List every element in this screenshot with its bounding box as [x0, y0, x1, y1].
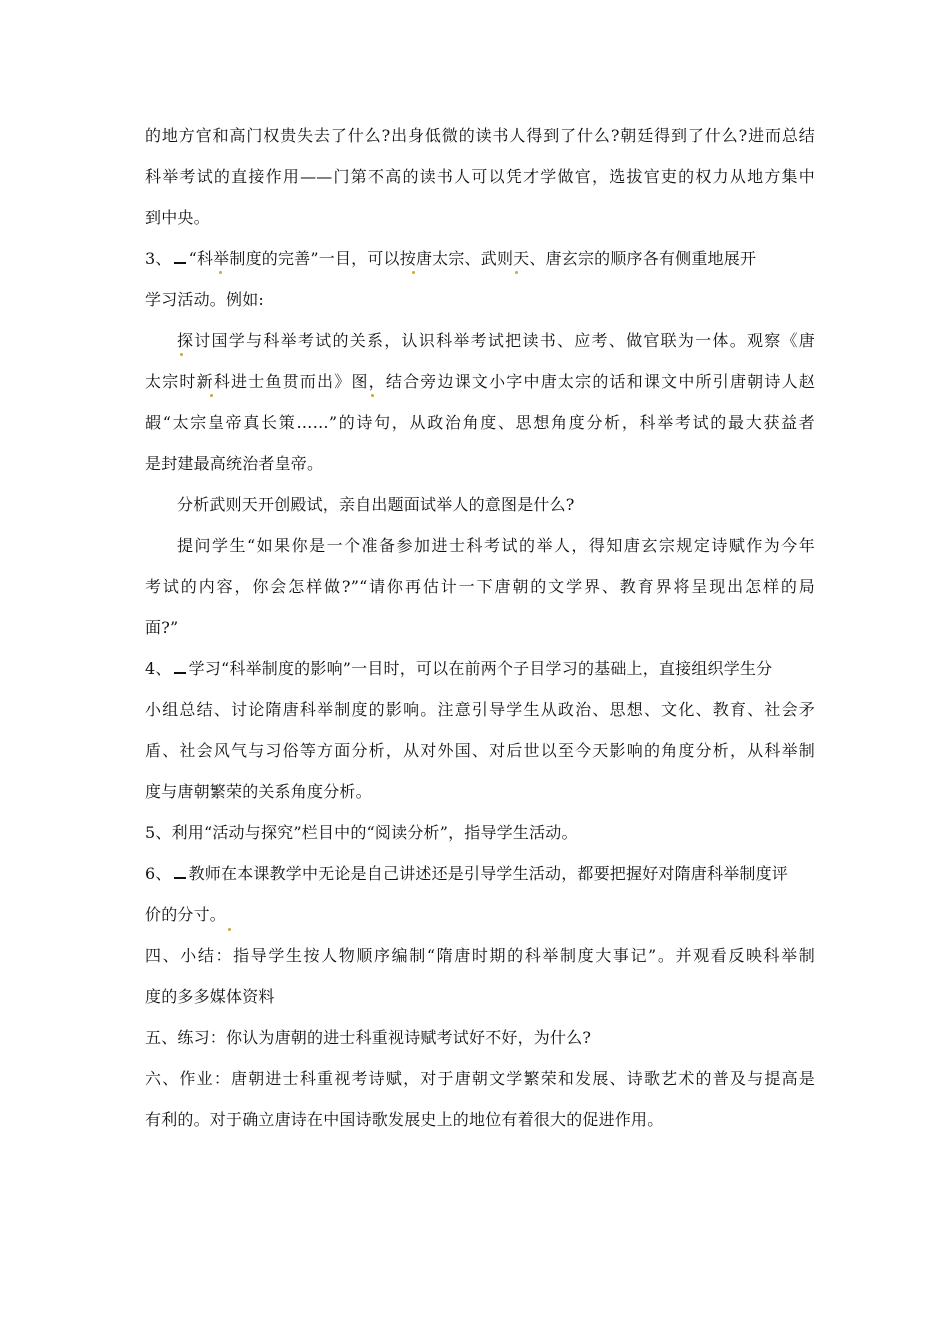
- text-line: 的地方官和高门权贵失去了什么?出身低微的读书人得到了什么?朝廷得到了什么?进而总结: [145, 126, 815, 145]
- text-line: 到中央。: [145, 208, 210, 227]
- text-line: 提问学生“如果你是一个准备参加进士科考试的举人，得知唐玄宗规定诗赋作为今年: [177, 536, 815, 555]
- text-line: 面?”: [145, 618, 179, 637]
- text-line: 盾、社会风气与习俗等方面分析，从对外国、对后世以至今天影响的角度分析，从科举制: [145, 741, 815, 760]
- text-line: 教师在本课教学中无论是自己讲述还是引导学生活动，都要把握好对隋唐科举制度评: [188, 864, 788, 883]
- speck-mark: [210, 394, 213, 397]
- speck-mark: [412, 271, 415, 274]
- text-line: 小组总结、讨论隋唐科举制度的影响。注意引导学生从政治、思想、文化、教育、社会矛: [145, 700, 815, 719]
- text-line: 科举考试的直接作用——门第不高的读书人可以凭才学做官，选拔官吏的权力从地方集中: [145, 167, 815, 186]
- text-line: 价的分寸。: [145, 905, 227, 924]
- bullet-mark-icon: [174, 672, 186, 674]
- section-exercise: 五、练习：你认为唐朝的进士科重视诗赋考试好不好，为什么?: [145, 1028, 592, 1047]
- list-item-3: [145, 249, 815, 269]
- speck-mark: [371, 394, 374, 397]
- text-line: “科举制度的完善”一目，可以按唐太宗、武则天、唐玄宗的顺序各有侧重地展开: [188, 249, 757, 268]
- text-line: 有利的。对于确立唐诗在中国诗歌发展史上的地位有着很大的促进作用。: [145, 1110, 664, 1129]
- item-number: 6、: [145, 864, 172, 883]
- section-summary: 四、小结：指导学生按人物顺序编制“隋唐时期的科举制度大事记”。并观看反映科举制: [145, 946, 815, 965]
- text-line: 考试的内容，你会怎样做?”“请你再估计一下唐朝的文学界、教育界将呈现出怎样的局: [145, 577, 815, 596]
- text-line: 学习活动。例如:: [145, 290, 264, 309]
- text-line: 太宗时新科进士鱼贯而出》图，结合旁边课文小字中唐太宗的话和课文中所引唐朝诗人赵: [145, 372, 815, 391]
- text-line: 是封建最高统治者皇帝。: [145, 454, 324, 473]
- text-line: 嘏“太宗皇帝真长策……”的诗句，从政治角度、思想角度分析，科举考试的最大获益者: [145, 413, 815, 432]
- text-line: 探讨国学与科举考试的关系，认识科举考试把读书、应考、做官联为一体。观察《唐: [177, 331, 815, 350]
- speck-mark: [180, 353, 183, 356]
- speck-mark: [219, 271, 222, 274]
- text-line: 度的多多媒体资料: [145, 987, 275, 1006]
- bullet-mark-icon: [174, 262, 186, 264]
- speck-mark: [515, 271, 518, 274]
- text-line: 度与唐朝繁荣的关系角度分析。: [145, 782, 372, 801]
- list-item-5: 5、利用“活动与探究”栏目中的“阅读分析”，指导学生活动。: [145, 823, 578, 842]
- text-line: 学习“科举制度的影响”一目时，可以在前两个子目学习的基础上，直接组织学生分: [188, 659, 773, 678]
- list-item-6: [145, 864, 815, 884]
- speck-mark: [228, 928, 231, 931]
- bullet-mark-icon: [174, 877, 186, 879]
- text-line: 分析武则天开创殿试，亲自出题面试举人的意图是什么?: [177, 495, 575, 514]
- list-item-4: [145, 659, 815, 679]
- item-number: 4、: [145, 659, 172, 678]
- section-homework: 六、作业：唐朝进士科重视考诗赋，对于唐朝文学繁荣和发展、诗歌艺术的普及与提高是: [145, 1069, 815, 1088]
- item-number: 3、: [145, 249, 172, 268]
